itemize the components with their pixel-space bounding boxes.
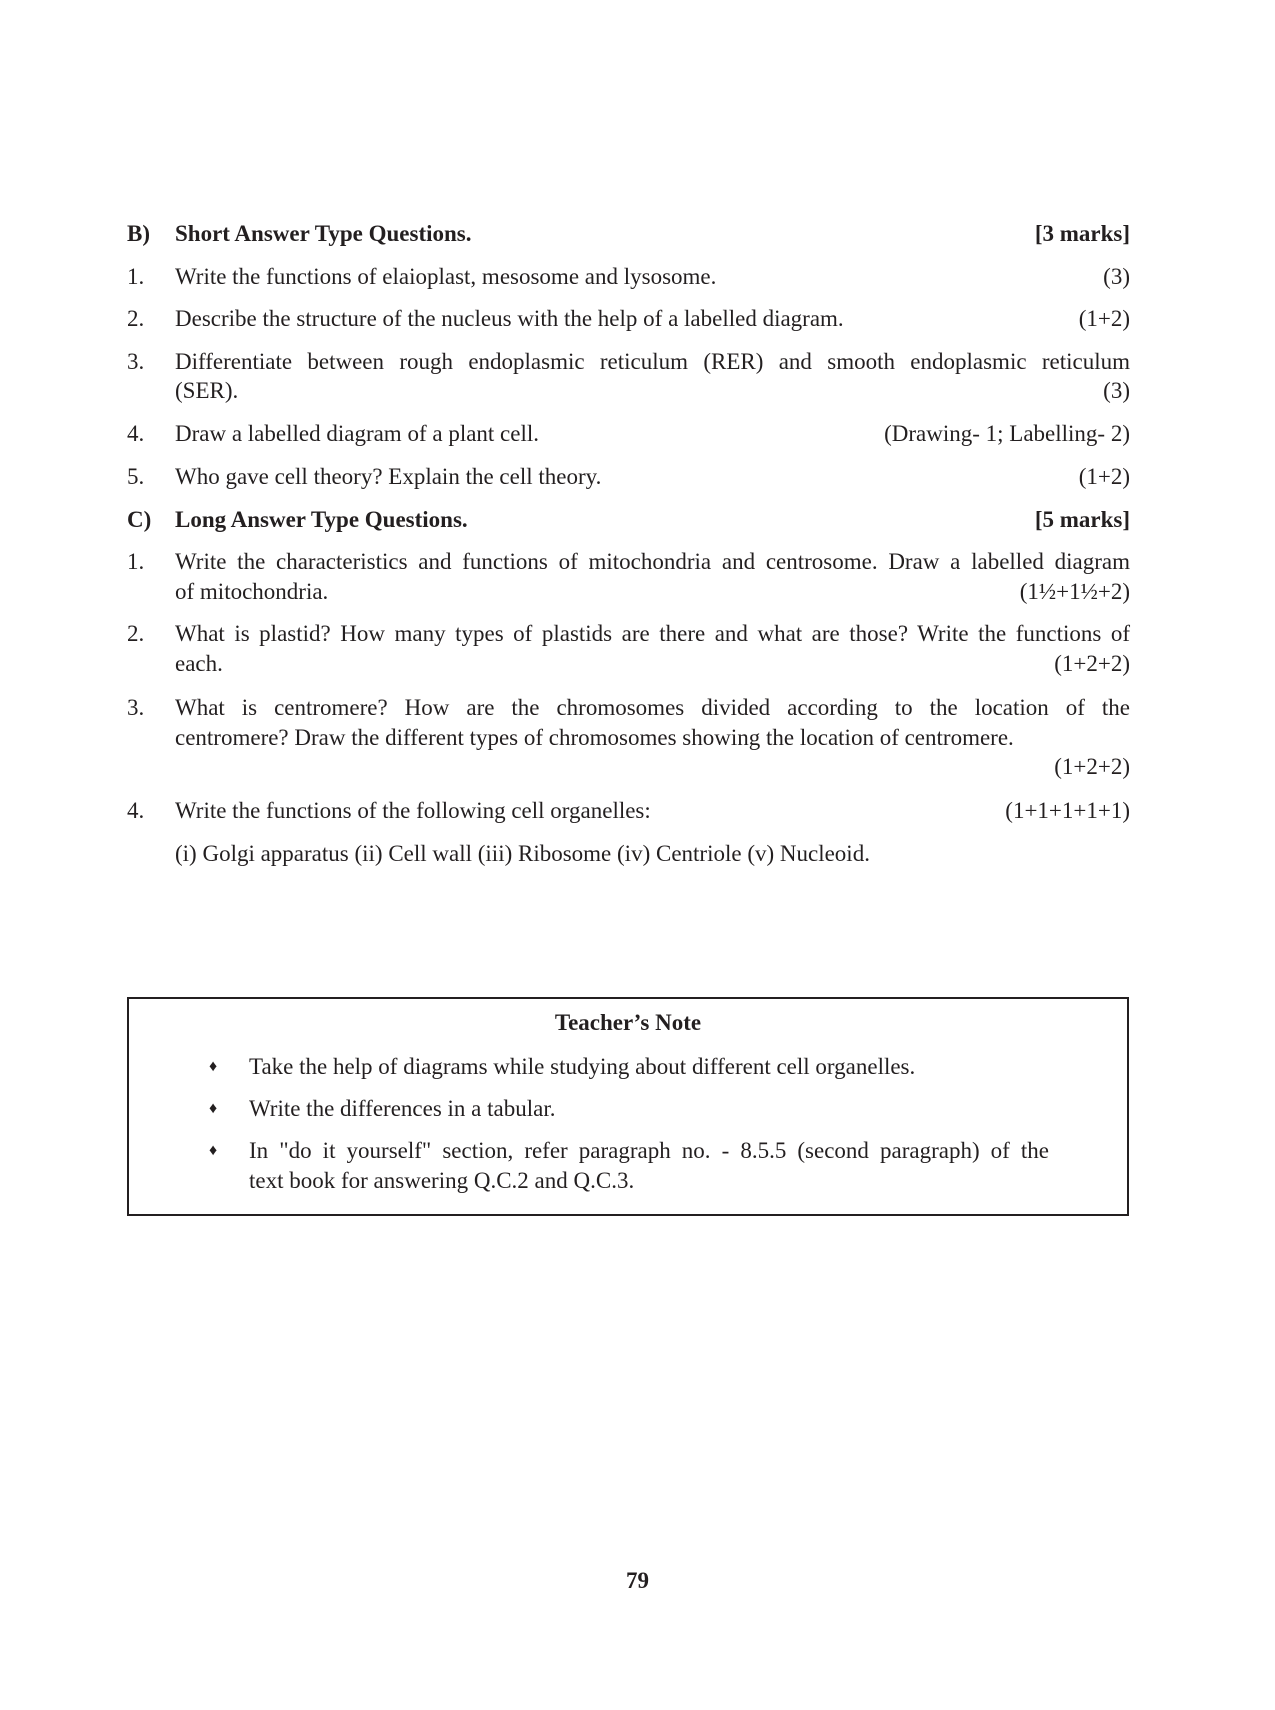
question-marks: (1+2) — [1078, 306, 1130, 331]
question-marks: (3) — [1103, 378, 1130, 403]
question-text: Describe the structure of the nucleus with the help of a labelled diagram. — [175, 306, 844, 331]
question-number: 1. — [127, 264, 145, 289]
question-c3-cont — [127, 723, 1130, 753]
note-text: text book for answering Q.C.2 and Q.C.3. — [249, 1168, 635, 1193]
diamond-bullet-icon: ♦ — [209, 1058, 218, 1075]
question-text: of mitochondria. — [175, 579, 329, 604]
question-text: (i) Golgi apparatus (ii) Cell wall (iii) Ribosome (iv) Centriole (v) Nucleoid. — [175, 841, 870, 866]
question-c2-cont — [127, 649, 1130, 679]
question-marks: (1+2) — [1078, 464, 1130, 489]
diamond-bullet-icon: ♦ — [209, 1100, 218, 1117]
question-marks: (1+2+2) — [1054, 651, 1130, 676]
question-number: 5. — [127, 464, 145, 489]
question-marks: (1½+1½+2) — [1019, 579, 1130, 604]
question-number: 3. — [127, 349, 145, 374]
question-b5 — [127, 462, 1130, 492]
note-text: Write the differences in a tabular. — [249, 1096, 556, 1121]
question-number: 4. — [127, 421, 145, 446]
question-c3 — [127, 693, 1130, 723]
question-c4 — [127, 796, 1130, 826]
question-b2 — [127, 304, 1130, 334]
question-number: 2. — [127, 621, 145, 646]
question-b3 — [127, 347, 1130, 377]
question-b3-cont — [127, 376, 1130, 406]
question-marks: (Drawing- 1; Labelling- 2) — [884, 421, 1130, 446]
question-text: Draw a labelled diagram of a plant cell. — [175, 421, 540, 446]
question-text: Differentiate between rough endoplasmic reticulum (RER) and smooth endoplasmic reticulum — [175, 349, 1130, 374]
teachers-note-box — [127, 997, 1129, 1216]
question-b1 — [127, 262, 1130, 292]
question-c1 — [127, 547, 1130, 577]
question-text: each. — [175, 651, 223, 676]
section-marks: [5 marks] — [1034, 507, 1130, 532]
question-text: Write the functions of elaioplast, mesosome and lysosome. — [175, 264, 717, 289]
question-text: Write the characteristics and functions of mitochondria and centrosome. Draw a labelled diagram — [175, 549, 1130, 574]
question-number: 1. — [127, 549, 145, 574]
question-c2 — [127, 619, 1130, 649]
question-marks: (1+1+1+1+1) — [1005, 798, 1130, 823]
section-b-heading — [127, 219, 1130, 249]
page-number: 79 — [626, 1568, 649, 1593]
section-title: Short Answer Type Questions. — [175, 221, 472, 246]
question-text: Who gave cell theory? Explain the cell theory. — [175, 464, 602, 489]
section-label: B) — [127, 221, 150, 246]
section-label: C) — [127, 507, 152, 532]
note-text: Take the help of diagrams while studying about different cell organelles. — [249, 1054, 916, 1079]
question-number: 4. — [127, 798, 145, 823]
question-text: centromere? Draw the different types of chromosomes showing the location of centromere. — [175, 725, 1014, 750]
section-title: Long Answer Type Questions. — [175, 507, 468, 532]
section-c-heading — [127, 505, 1130, 535]
section-marks: [3 marks] — [1034, 221, 1130, 246]
question-b4 — [127, 419, 1130, 449]
note-text: In "do it yourself" section, refer paragraph no. - 8.5.5 (second paragraph) of the — [249, 1138, 1049, 1163]
question-text: Write the functions of the following cell organelles: — [175, 798, 651, 823]
question-c3-marks — [127, 752, 1130, 782]
question-text: (SER). — [175, 378, 239, 403]
question-text: What is plastid? How many types of plastids are there and what are those? Write the functions of — [175, 621, 1130, 646]
question-c1-cont — [127, 577, 1130, 607]
question-marks: (3) — [1103, 264, 1130, 289]
question-c4-options — [127, 839, 1130, 869]
question-marks: (1+2+2) — [1054, 754, 1130, 779]
question-number: 2. — [127, 306, 145, 331]
teachers-note-title: Teacher’s Note — [554, 1010, 702, 1035]
question-number: 3. — [127, 695, 145, 720]
question-text: What is centromere? How are the chromosomes divided according to the location of the — [175, 695, 1130, 720]
diamond-bullet-icon: ♦ — [209, 1142, 218, 1159]
